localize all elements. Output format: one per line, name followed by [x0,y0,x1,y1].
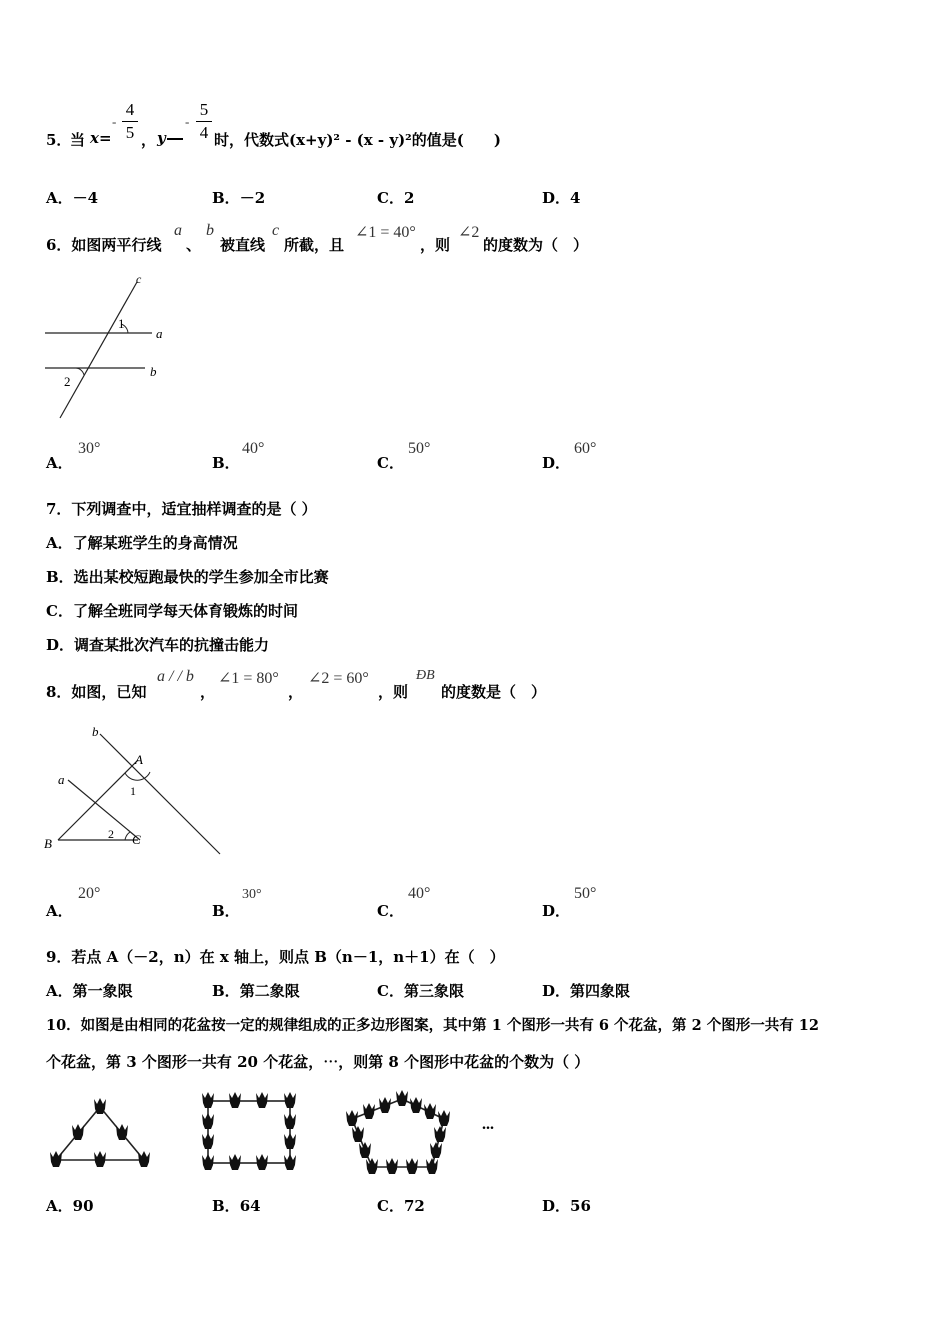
option-label: B． [212,189,240,207]
fig-label-A: A [135,752,143,767]
angle-1-arc [125,772,150,780]
q9-option-d [542,980,630,1001]
q6-option-c-label: C． [377,454,404,472]
flower-pot-icon [284,1113,296,1129]
q5-dang: 当 [70,131,86,149]
flower-pot-icon [50,1151,62,1167]
q10-option-c [377,1195,425,1216]
option-value: 72 [403,1197,425,1215]
fig-label-C: C [132,832,141,847]
flower-pot-icon [202,1154,214,1170]
q5-tail: 时，代数式(x+y)² - (x - y)²的值是( ) [214,131,501,149]
flower-pot-icon [396,1090,408,1106]
option-value: 第二象限 [239,982,300,1000]
flower-pot-icon [434,1126,446,1142]
fraction-bar [196,121,212,122]
flower-pot-icon [363,1103,375,1119]
angle-2-arc [76,368,84,375]
q7-stem: 7．下列调查中，适宜抽样调查的是（ ） [46,500,317,518]
q8-option-c-value: 40° [408,885,431,902]
q5-y: y [157,129,166,147]
q6-angle2: ∠2 [458,224,480,241]
q8-option-d-value: 50° [574,885,597,902]
q6-text-4: ，则 [420,236,451,254]
q8-angle2: ∠2 = 60° [308,670,369,687]
q6-var-b: b [206,222,214,239]
q5-frac2-num: 5 [199,100,209,119]
q8-angle1: ∠1 = 80° [218,670,279,687]
option-label: A． [46,189,73,207]
q5-frac1-num: 4 [125,100,135,119]
fig-label-b: b [150,364,157,379]
q9-option-c [377,980,464,1001]
q6-var-c: c [272,222,280,239]
q8-figure [40,720,230,860]
flower-pot-icon [229,1154,241,1170]
option-value: 2 [403,189,415,207]
q5-y-dash [167,138,183,140]
fig-label-1: 1 [130,784,136,798]
fig-label-b: b [92,724,99,739]
option-label: D． [542,1197,571,1215]
q6-angle1: ∠1 = 40° [355,224,416,241]
option-value: 4 [570,189,581,207]
q10-option-b [212,1195,261,1216]
q6-text-5: 的度数为（ ） [483,236,589,254]
q6-var-a: a [174,222,182,239]
option-label: D． [542,982,571,1000]
flower-pot-icon [229,1092,241,1108]
flower-pot-icon [94,1151,106,1167]
angle-2-arc [125,832,130,840]
q5-neg2: - [185,114,190,129]
option-value: 第四象限 [570,982,631,1000]
q10-option-a [46,1195,94,1216]
option-label: B． [212,1197,240,1215]
q5-frac1-den: 5 [125,123,135,142]
q7-option-b: B．选出某校短跑最快的学生参加全市比赛 [46,568,329,586]
q10-line-1: 10．如图是由相同的花盆按一定的规律组成的正多边形图案，其中第 1 个图形一共有 6 个花盆，第 2 个图形一共有 12 [46,1017,819,1034]
q6-option-b-value: 40° [242,440,265,457]
q5-number: 5． [46,131,72,149]
fig-label-a: a [58,772,65,787]
q10-option-d [542,1195,591,1216]
q10-ellipsis: ... [482,1116,494,1133]
option-value: 56 [570,1197,591,1215]
q9-option-b [212,980,300,1001]
pattern-pentagon [346,1090,450,1174]
flower-pot-icon [202,1092,214,1108]
fig-label-2: 2 [64,374,71,389]
option-label: C． [377,1197,404,1215]
option-value: 90 [72,1197,94,1215]
flower-pot-icon [426,1158,438,1174]
q7-option-d: D．调查某批次汽车的抗撞击能力 [46,636,270,654]
q6-text-2: 被直线 [220,236,266,254]
q9-stem: 9．若点 A（－2，n）在 x 轴上，则点 B（n－1，n＋1）在（ ） [46,948,505,966]
q5-comma: ， [141,131,157,149]
flower-pot-icon [406,1158,418,1174]
q6-sep: 、 [186,236,202,254]
pattern-triangle [50,1098,150,1167]
q5-frac2-den: 4 [199,123,209,142]
option-label: A． [46,1197,73,1215]
flower-pot-icon [256,1154,268,1170]
q8-option-a-label: A． [46,902,73,920]
q8-text-2: ，则 [378,683,409,701]
q6-option-a-value: 30° [78,440,101,457]
q5-option-c [377,187,414,208]
flower-pot-icon [202,1113,214,1129]
q5-option-d [542,187,580,208]
option-value: 第三象限 [403,982,464,1000]
q5-option-b [212,187,265,208]
q8-angle-b: ÐB [416,668,435,683]
q6-option-d-label: D． [542,454,571,472]
option-value: －4 [72,189,99,207]
q8-option-d-label: D． [542,902,571,920]
q8-option-b-value: 30° [242,887,262,902]
q5-fraction-1 [122,100,138,143]
fig-label-a: a [156,326,163,341]
flower-pot-icon [430,1142,442,1158]
option-label: D． [542,189,571,207]
flower-pot-icon [346,1110,358,1126]
q6-figure [40,270,180,425]
flower-pot-icon [284,1092,296,1108]
flower-pot-icon [284,1154,296,1170]
q6-option-c-value: 50° [408,440,431,457]
flower-pot-icon [284,1133,296,1149]
flower-pot-icon [410,1097,422,1113]
option-value: 64 [239,1197,261,1215]
q6-option-b-label: B． [212,454,240,472]
option-value: 第一象限 [72,982,133,1000]
fraction-bar [122,121,138,122]
flower-pot-icon [138,1151,150,1167]
q6-text-1: 6．如图两平行线 [46,236,162,254]
q6-option-a-label: A． [46,454,73,472]
q7-option-c: C．了解全班同学每天体育锻炼的时间 [46,602,298,620]
q6-option-d-value: 60° [574,440,597,457]
flower-pot-icon [424,1103,436,1119]
option-label: C． [377,189,404,207]
flower-pot-icon [202,1133,214,1149]
q10-line-2: 个花盆，第 3 个图形一共有 20 个花盆，⋯，则第 8 个图形中花盆的个数为（ ） [46,1053,590,1071]
fig-label-B: B [44,836,52,851]
q7-option-a: A．了解某班学生的身高情况 [46,534,238,552]
option-label: A． [46,982,73,1000]
flower-pot-icon [352,1126,364,1142]
q5-fraction-2 [196,100,212,143]
option-value: －2 [239,189,266,207]
q9-option-a [46,980,133,1001]
flower-pot-icon [438,1110,450,1126]
flower-pot-icon [256,1092,268,1108]
q5-option-a [46,187,98,208]
q10-figure [40,1085,494,1180]
fig-label-1: 1 [118,316,125,331]
pattern-square [202,1092,296,1170]
line-b [100,734,220,854]
q8-text-1: 8．如图，已知 [46,683,147,701]
q8-parallel: a / / b [157,668,194,685]
q8-option-a-value: 20° [78,885,101,902]
fig-label-c: c [136,272,142,286]
q5-neg1: - [112,114,117,129]
flower-pot-icon [379,1097,391,1113]
q8-comma-2: ， [288,683,304,701]
q8-comma-1: ， [200,683,216,701]
flower-pot-icon [359,1142,371,1158]
flower-pot-icon [366,1158,378,1174]
q8-option-b-label: B． [212,902,240,920]
q6-text-3: 所截，且 [284,236,345,254]
option-label: B． [212,982,240,1000]
fig-label-2: 2 [108,827,114,841]
q5-x-eq: x= [90,129,112,147]
option-label: C． [377,982,404,1000]
flower-pot-icon [386,1158,398,1174]
line-c [60,282,137,418]
q8-text-3: 的度数是（ ） [441,683,547,701]
q8-option-c-label: C． [377,902,404,920]
